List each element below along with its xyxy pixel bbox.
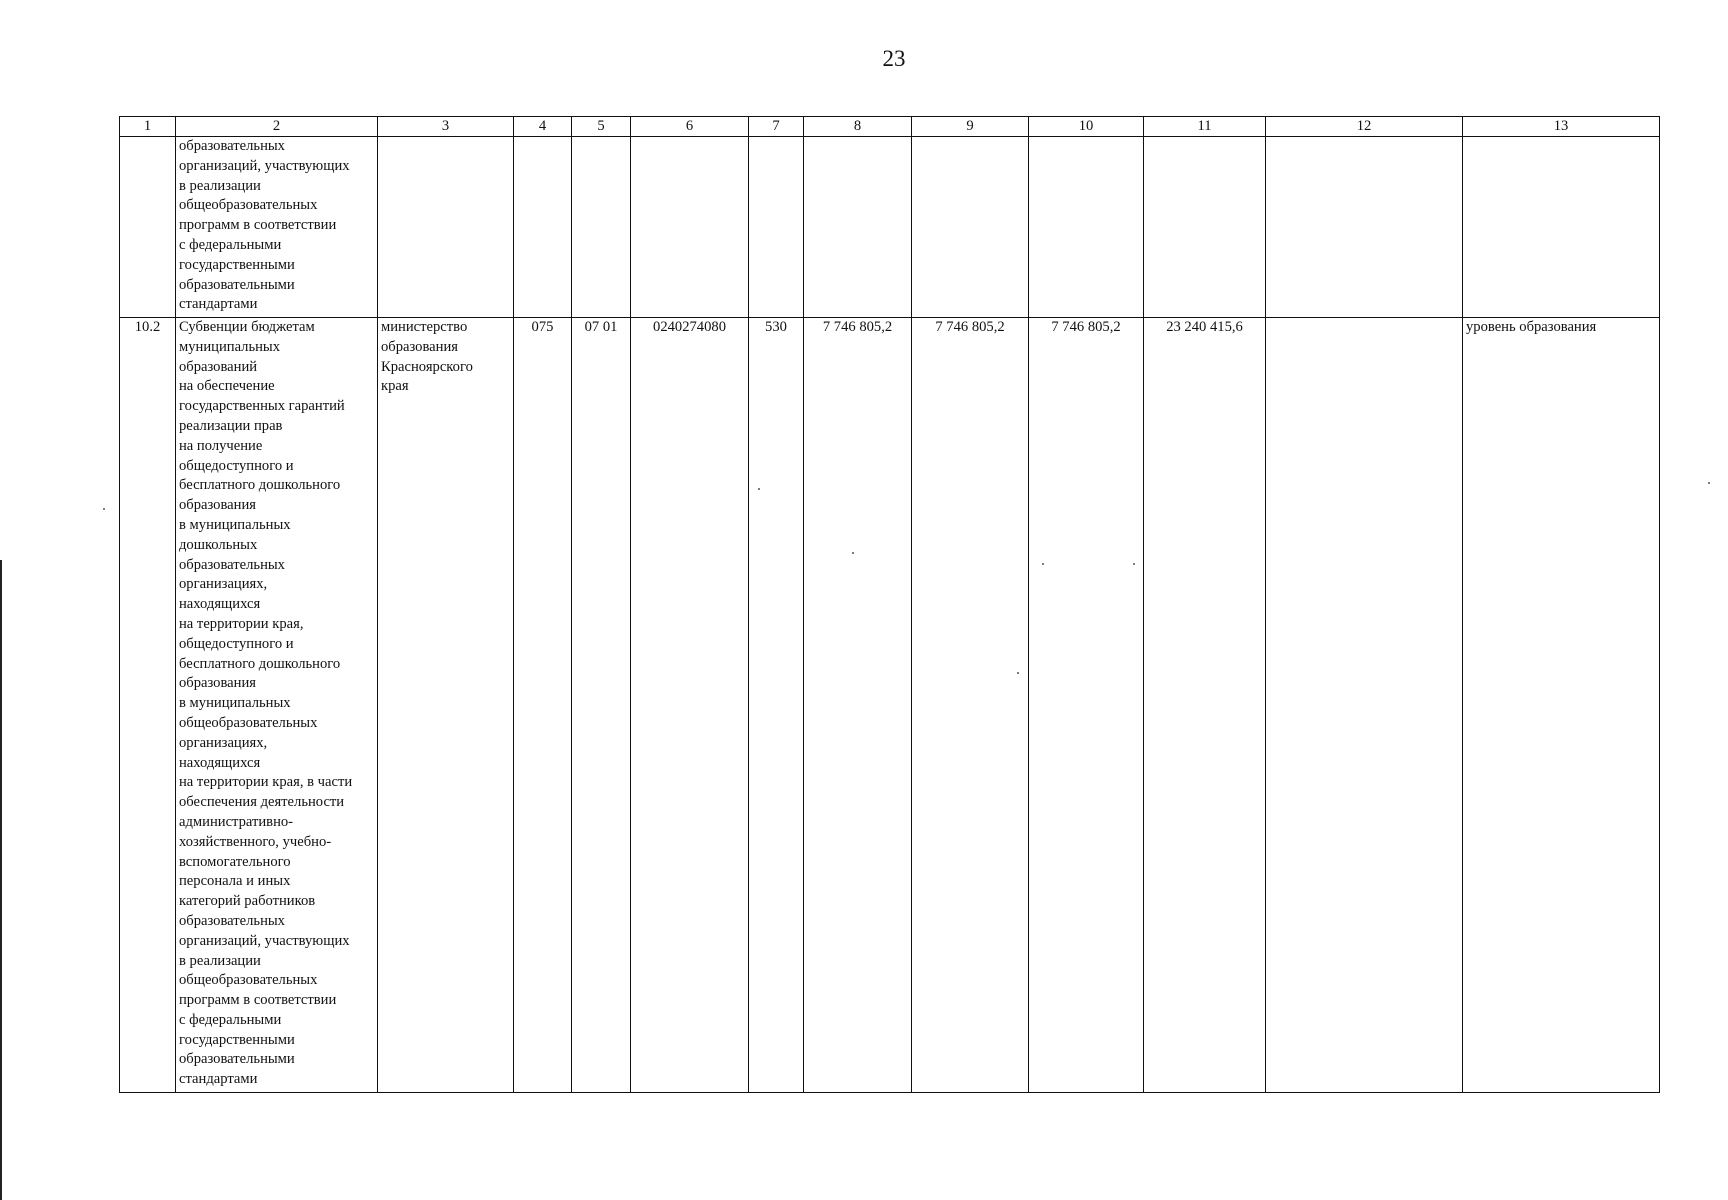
column-header-10: 10 [1029, 117, 1144, 137]
cell-result: уровень образования [1463, 318, 1660, 1093]
scan-speck [852, 552, 854, 554]
cell-amount-year-3: 7 746 805,2 [1029, 318, 1144, 1093]
column-number-header-row [120, 117, 1660, 137]
cell-amount-year-3 [1029, 137, 1144, 318]
cell-amount-year-2: 7 746 805,2 [912, 318, 1029, 1093]
cell-amount-total: 23 240 415,6 [1144, 318, 1266, 1093]
column-header-1: 1 [120, 117, 176, 137]
continuation-row [120, 137, 1660, 318]
column-header-13: 13 [1463, 117, 1660, 137]
cell-grbs: 075 [514, 318, 572, 1093]
cell-vr: 530 [749, 318, 804, 1093]
scan-speck [1042, 563, 1044, 565]
cell-amount-year-1 [804, 137, 912, 318]
cell-amount-year-2 [912, 137, 1029, 318]
scan-speck [103, 508, 105, 510]
column-header-4: 4 [514, 117, 572, 137]
cell-administrator [378, 137, 514, 318]
cell-csr: 0240274080 [631, 318, 749, 1093]
cell-rzpr [572, 137, 631, 318]
budget-table [119, 116, 1660, 1093]
cell-amount-total [1144, 137, 1266, 318]
column-header-5: 5 [572, 117, 631, 137]
cell-description: Субвенции бюджетам муниципальных образований на обеспечение государственных гарантий реализации прав на получение общедоступного и бесплатного дошкольного образования в муниципальных дошкольных образовательных организациях, находящихся на территории края, общедоступного и бесплатного дошкольного образования в муниципальных общеобразовательных организациях, находящихся на территории края, в части обеспечения деятельности административно- хозяйственного, учебно- вспомогательного персонала и иных категорий работников образовательных организаций, участвующих в реализации общеобразовательных программ в соответствии с федеральными государственными образовательными стандартами [176, 318, 378, 1093]
cell-number: 10.2 [120, 318, 176, 1093]
column-header-12: 12 [1266, 117, 1463, 137]
column-header-7: 7 [749, 117, 804, 137]
cell-description: образовательных организаций, участвующих в реализации общеобразовательных программ в соответствии с федеральными государственными образовательными стандартами [176, 137, 378, 318]
column-header-3: 3 [378, 117, 514, 137]
cell-vr [749, 137, 804, 318]
scan-speck [758, 488, 760, 490]
scan-speck [1017, 672, 1019, 674]
scan-speck [1133, 563, 1135, 565]
column-header-11: 11 [1144, 117, 1266, 137]
column-header-2: 2 [176, 117, 378, 137]
cell-administrator: министерство образования Красноярского края [378, 318, 514, 1093]
cell-col-12 [1266, 137, 1463, 318]
cell-csr [631, 137, 749, 318]
cell-number [120, 137, 176, 318]
scan-edge-line [0, 560, 2, 1200]
cell-result [1463, 137, 1660, 318]
cell-amount-year-1: 7 746 805,2 [804, 318, 912, 1093]
column-header-9: 9 [912, 117, 1029, 137]
cell-grbs [514, 137, 572, 318]
cell-col-12 [1266, 318, 1463, 1093]
column-header-8: 8 [804, 117, 912, 137]
scan-speck [1708, 482, 1710, 484]
cell-rzpr: 07 01 [572, 318, 631, 1093]
table-row-10-2 [120, 318, 1660, 1093]
column-header-6: 6 [631, 117, 749, 137]
page-number: 23 [882, 46, 906, 71]
